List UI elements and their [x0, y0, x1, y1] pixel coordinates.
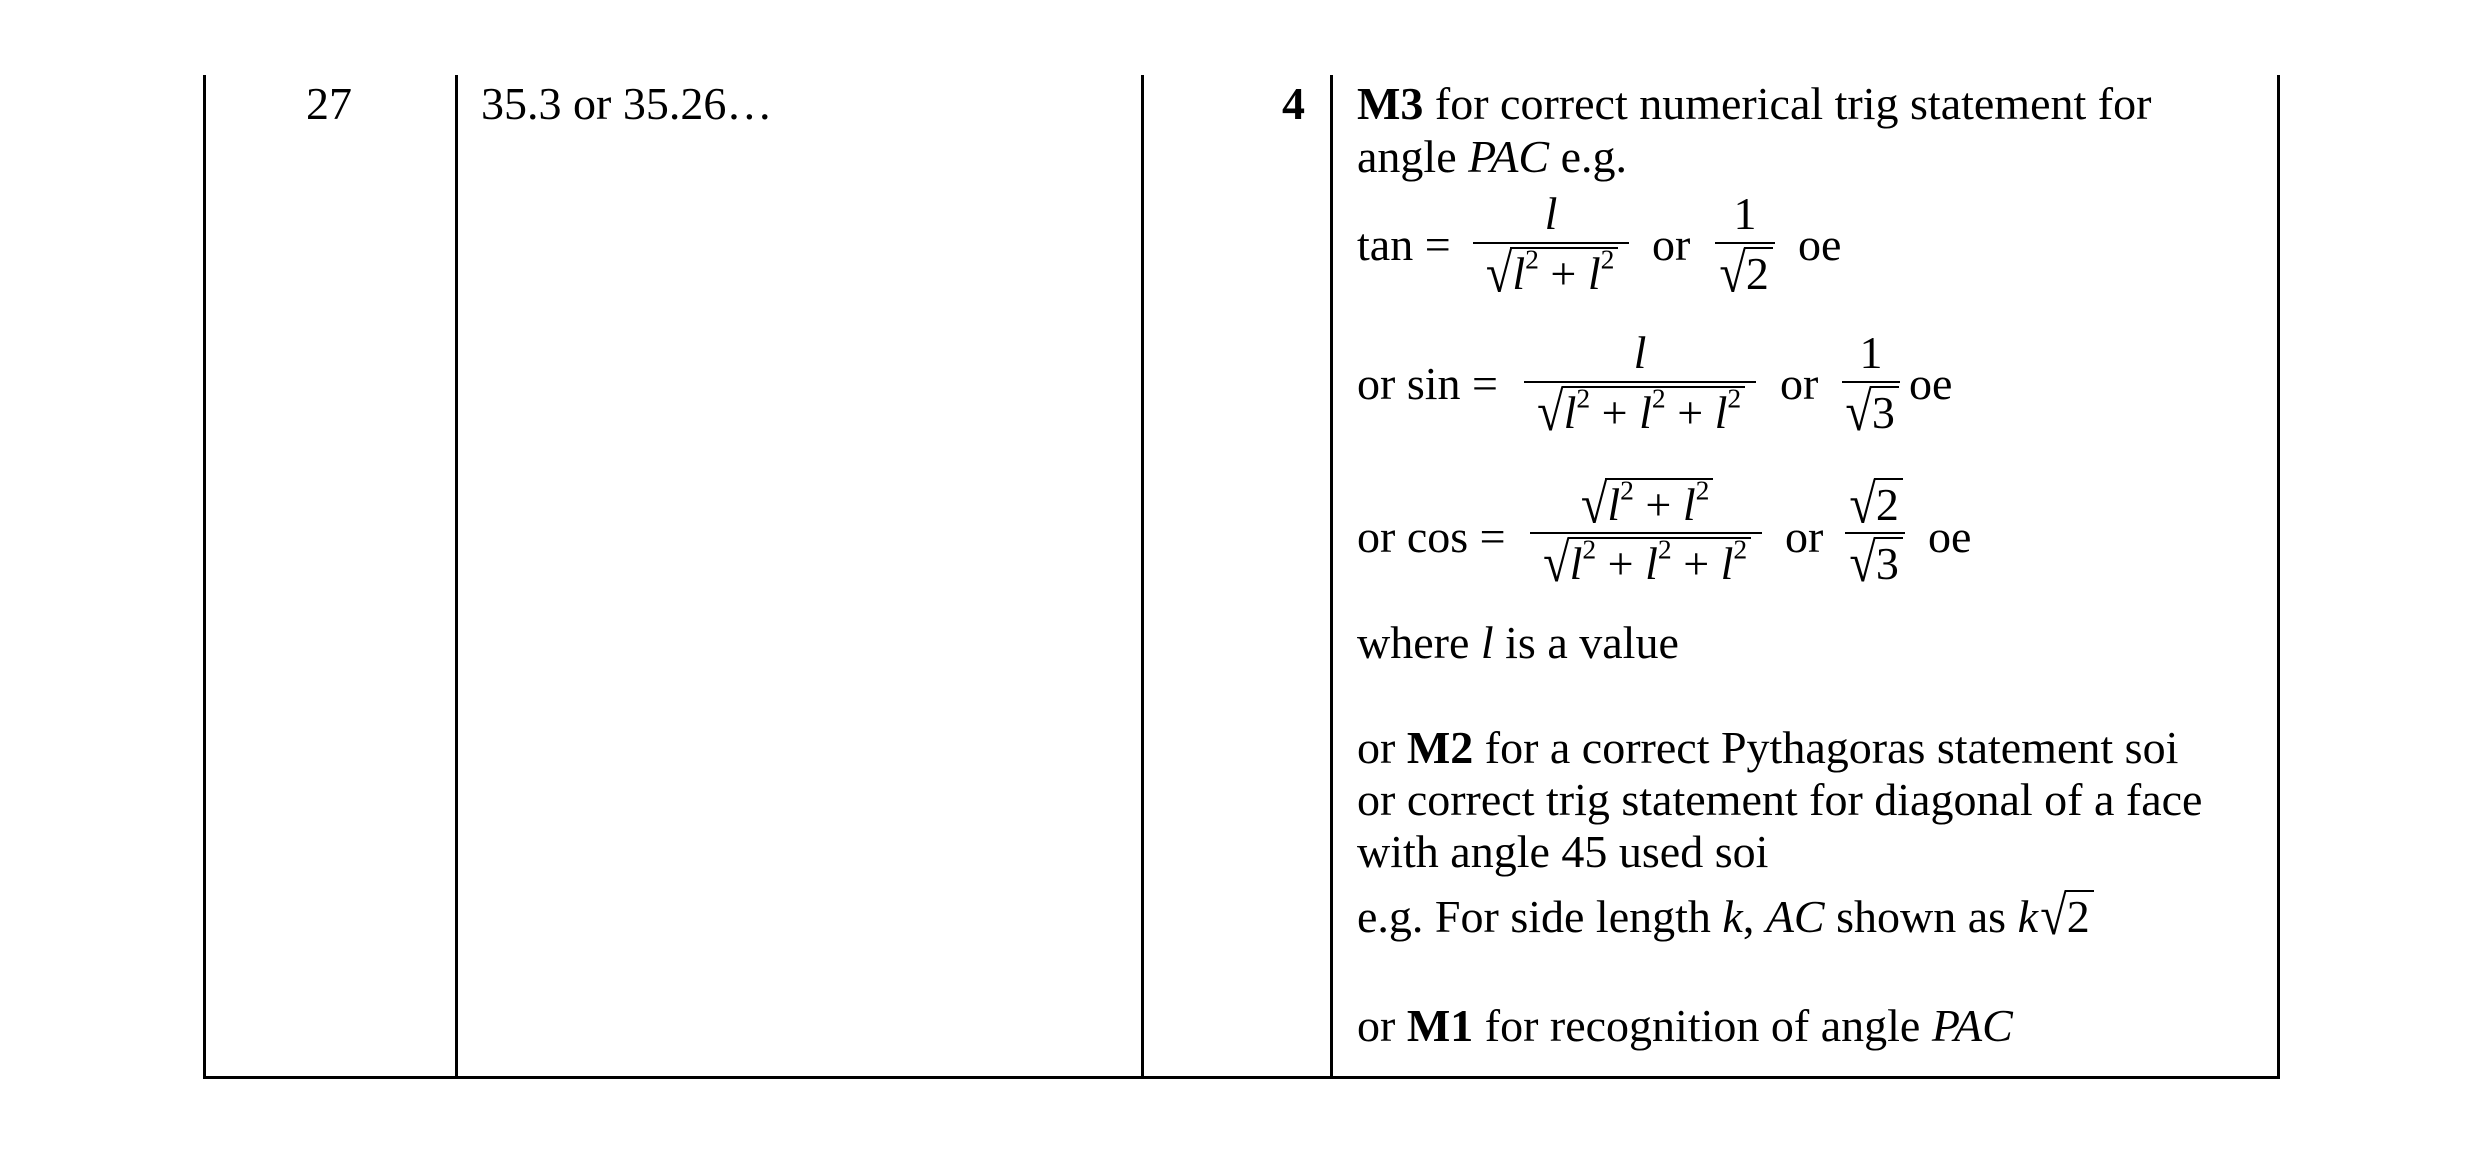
sin-fraction-1: l $√l^2 + l^2 + l^2$: [1524, 327, 1756, 441]
oe-label: oe: [1798, 219, 1842, 270]
m2-label: M2: [1406, 722, 1474, 773]
cos-label: or cos =: [1357, 511, 1506, 562]
answer-cell: 35.3 or 35.26…: [481, 78, 773, 129]
or-word: or: [1780, 358, 1819, 409]
oe-label: oe: [1909, 358, 1953, 409]
m3-label: M3: [1357, 78, 1424, 129]
m3-line-1: [1357, 78, 2151, 130]
m1-label: M1: [1406, 1000, 1474, 1051]
sin-label: or sin =: [1357, 358, 1498, 409]
cos-fraction-2: √2 √3: [1845, 478, 1905, 592]
angle-pac: PAC: [1468, 131, 1550, 182]
column-divider-3: [1330, 75, 1333, 1079]
oe-label: oe: [1928, 511, 1972, 562]
m3-line-2: angle PAC e.g.: [1357, 131, 1627, 182]
m2-line-3: with angle 45 used soi: [1357, 826, 1769, 877]
column-divider-2: [1141, 75, 1144, 1079]
table-border-bottom: [203, 1076, 2280, 1079]
tan-fraction-2: 1 √2: [1715, 188, 1775, 302]
sin-fraction-2: 1 √3: [1842, 327, 1900, 441]
m2-example-line: e.g. For side length k, AC shown as k√2: [1357, 890, 2094, 943]
m3-text: for correct numerical trig statement for: [1423, 78, 2152, 129]
question-number: 27: [306, 78, 352, 129]
or-word: or: [1652, 219, 1691, 270]
table-border-right: [2277, 75, 2280, 1079]
m2-line-2: or correct trig statement for diagonal of a face: [1357, 774, 2203, 825]
where-line: where l is a value: [1357, 617, 1679, 668]
m2-line-1: or M2 for a correct Pythagoras statement soi: [1357, 722, 2179, 773]
cos-fraction-1: $√l^2 + l^2$ $√l^2 + l^2 + l^2$: [1530, 478, 1762, 592]
m1-line: or M1 for recognition of angle PAC: [1357, 1000, 2013, 1051]
tan-label: tan =: [1357, 219, 1451, 270]
marks-cell: 4: [1282, 78, 1305, 129]
tan-fraction-1: l $√l^2 + l^2$: [1473, 188, 1629, 302]
or-word: or: [1785, 511, 1824, 562]
column-divider-1: [455, 75, 458, 1079]
table-border-left: [203, 75, 206, 1079]
